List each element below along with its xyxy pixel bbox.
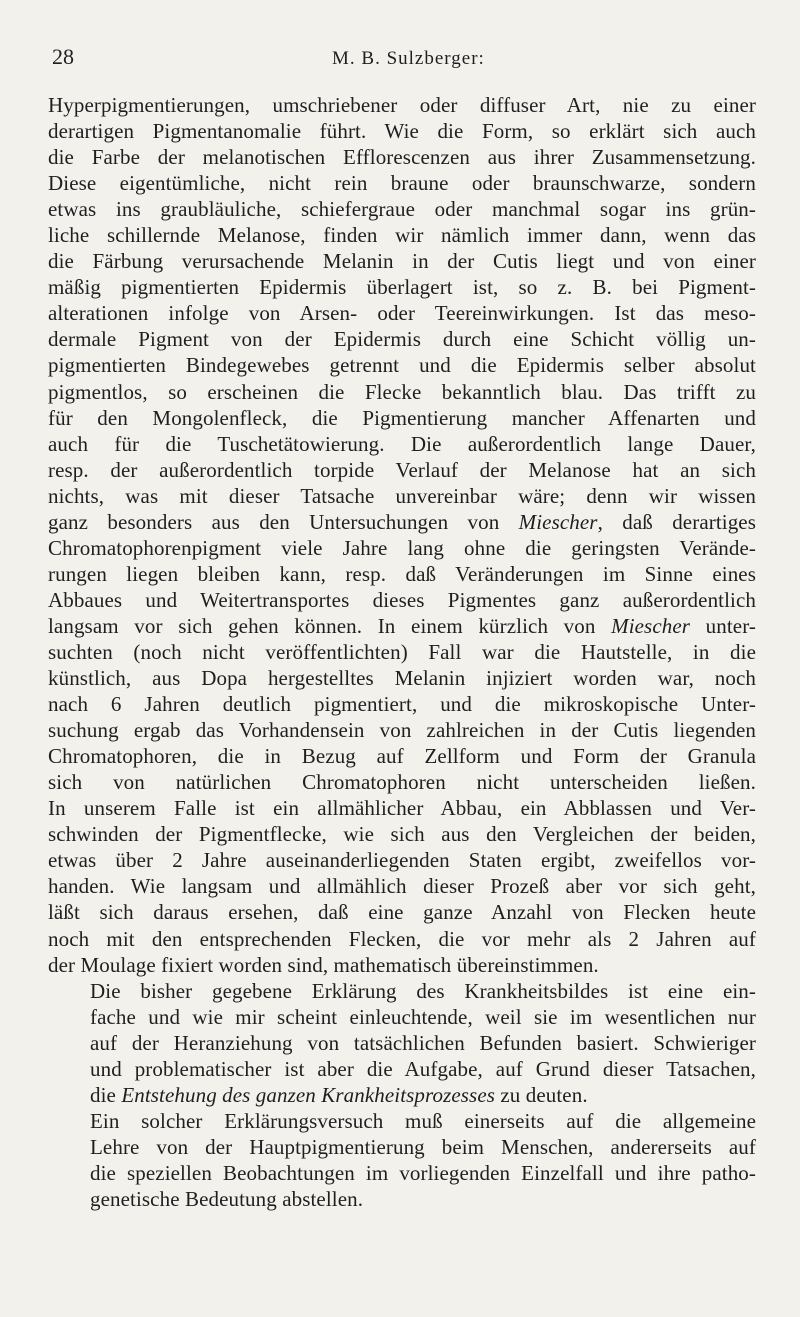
text-line — [48, 1108, 756, 1134]
text-segment: die — [90, 1082, 122, 1107]
text-line — [48, 483, 756, 509]
text-line — [48, 379, 756, 405]
text-segment: künstlich, aus Dopa hergestelltes Melanin injiziert worden war, noch — [48, 666, 756, 691]
text-segment: und problematischer ist aber die Aufgabe, auf Grund dieser Tatsachen, — [90, 1056, 756, 1081]
text-line — [48, 535, 756, 561]
paragraph — [48, 92, 756, 978]
text-line — [48, 873, 756, 899]
text-segment: alterationen infolge von Arsen- oder Teereinwirkungen. Ist das meso- — [48, 301, 756, 326]
text-segment: unter- — [690, 613, 756, 638]
text-line — [48, 300, 756, 326]
text-line — [48, 847, 756, 873]
text-segment: zu deuten. — [495, 1082, 588, 1107]
paragraph — [48, 978, 756, 1108]
text-line — [48, 196, 756, 222]
text-segment: rungen liegen bleiben kann, resp. daß Veränderungen im Sinne eines — [48, 561, 756, 586]
text-segment: derartigen Pigmentanomalie führt. Wie die Form, so erklärt sich auch — [48, 119, 756, 144]
text-segment: Ein solcher Erklärungsversuch muß einerseits auf die allgemeine — [90, 1108, 756, 1133]
text-segment: resp. der außerordentlich torpide Verlauf der Melanose hat an sich — [48, 457, 756, 482]
text-line — [48, 691, 756, 717]
text-segment: läßt sich daraus ersehen, daß eine ganze Anzahl von Flecken heute — [48, 900, 756, 925]
text-segment: langsam vor sich gehen können. In einem kürzlich von — [48, 613, 612, 638]
text-line — [48, 222, 756, 248]
text-line — [48, 405, 756, 431]
text-line — [48, 821, 756, 847]
text-line — [48, 1186, 756, 1212]
text-line — [48, 352, 756, 378]
text-segment: der Moulage fixiert worden sind, mathematisch übereinstimmen. — [48, 952, 599, 977]
text-line — [48, 144, 756, 170]
text-segment: für den Mongolenfleck, die Pigmentierung mancher Affenarten und — [48, 405, 756, 430]
text-segment: nach 6 Jahren deutlich pigmentiert, und die mikroskopische Unter- — [48, 692, 756, 717]
text-line — [48, 926, 756, 952]
text-line — [48, 795, 756, 821]
text-segment: auch für die Tuschetätowierung. Die außerordentlich lange Dauer, — [48, 431, 756, 456]
running-head: M. B. Sulzberger: — [332, 48, 485, 69]
text-line — [48, 248, 756, 274]
italic-text: Entstehung des ganzen Krankheitsprozesses — [121, 1082, 496, 1107]
text-line — [48, 274, 756, 300]
text-segment: suchung ergab das Vorhandensein von zahlreichen in der Cutis liegenden — [48, 718, 756, 743]
text-segment: genetische Bedeutung abstellen. — [90, 1186, 364, 1211]
italic-text: Miescher — [611, 613, 691, 638]
text-line — [48, 665, 756, 691]
text-segment: Lehre von der Hauptpigmentierung beim Menschen, andererseits auf — [90, 1134, 756, 1159]
text-segment: etwas ins graubläuliche, schiefergraue oder manchmal sogar ins grün- — [48, 197, 756, 222]
text-segment: die speziellen Beobachtungen im vorliegenden Einzelfall und ihre patho- — [90, 1160, 756, 1185]
text-line — [48, 1056, 756, 1082]
text-segment: Chromatophorenpigment viele Jahre lang ohne die geringsten Verände- — [48, 535, 756, 560]
text-line — [48, 170, 756, 196]
text-line — [48, 118, 756, 144]
body-text — [48, 92, 756, 1212]
text-line — [48, 743, 756, 769]
text-line — [48, 978, 756, 1004]
text-segment: schwinden der Pigmentflecke, wie sich aus den Vergleichen der beiden, — [48, 822, 756, 847]
text-line — [48, 431, 756, 457]
text-line — [48, 509, 756, 535]
text-line — [48, 1030, 756, 1056]
text-line — [48, 1134, 756, 1160]
text-line — [48, 639, 756, 665]
text-segment: Diese eigentümliche, nicht rein braune oder braunschwarze, sondern — [48, 171, 756, 196]
page-header — [52, 44, 754, 78]
text-line — [48, 1004, 756, 1030]
text-segment: Abbaues und Weitertransportes dieses Pigmentes ganz außerordentlich — [48, 587, 756, 612]
text-segment: dermale Pigment von der Epidermis durch eine Schicht völlig un- — [48, 327, 756, 352]
page-number: 28 — [52, 44, 74, 69]
text-line — [48, 587, 756, 613]
text-segment: , daß derartiges — [597, 509, 756, 534]
text-segment: Die bisher gegebene Erklärung des Krankheitsbildes ist eine ein- — [90, 978, 756, 1003]
text-line — [48, 717, 756, 743]
text-segment: suchten (noch nicht veröffentlichten) Fall war die Hautstelle, in die — [48, 639, 756, 664]
text-line — [48, 1160, 756, 1186]
text-line — [48, 561, 756, 587]
text-line — [48, 899, 756, 925]
text-segment: Hyperpigmentierungen, umschriebener oder diffuser Art, nie zu einer — [48, 93, 756, 117]
text-segment: fache und wie mir scheint einleuchtende, weil sie im wesentlichen nur — [90, 1004, 756, 1029]
text-segment: ganz besonders aus den Untersuchungen von — [48, 509, 519, 534]
text-line — [48, 1082, 756, 1108]
paragraph — [48, 1108, 756, 1212]
text-segment: etwas über 2 Jahre auseinanderliegenden Staten ergibt, zweifellos vor- — [48, 848, 756, 873]
text-segment: auf der Heranziehung von tatsächlichen Befunden basiert. Schwieriger — [90, 1030, 756, 1055]
text-segment: liche schillernde Melanose, finden wir nämlich immer dann, wenn das — [48, 223, 756, 248]
italic-text: Miescher — [518, 509, 598, 534]
text-line — [48, 326, 756, 352]
text-segment: nichts, was mit dieser Tatsache unvereinbar wäre; denn wir wissen — [48, 483, 756, 508]
text-segment: pigmentlos, so erscheinen die Flecke bekanntlich blau. Das trifft zu — [48, 379, 756, 404]
text-segment: die Farbe der melanotischen Efflorescenzen aus ihrer Zusammensetzung. — [48, 145, 756, 170]
text-segment: handen. Wie langsam und allmählich dieser Prozeß aber vor sich geht, — [48, 874, 756, 899]
text-segment: noch mit den entsprechenden Flecken, die vor mehr als 2 Jahren auf — [48, 926, 756, 951]
text-segment: mäßig pigmentierten Epidermis überlagert ist, so z. B. bei Pigment- — [48, 275, 756, 300]
text-segment: Chromatophoren, die in Bezug auf Zellform und Form der Granula — [48, 744, 756, 769]
text-line — [48, 92, 756, 118]
text-segment: In unserem Falle ist ein allmählicher Abbau, ein Abblassen und Ver- — [48, 796, 756, 821]
text-segment: pigmentierten Bindegewebes getrennt und die Epidermis selber absolut — [48, 353, 756, 378]
text-line — [48, 613, 756, 639]
text-segment: die Färbung verursachende Melanin in der Cutis liegt und von einer — [48, 249, 756, 274]
text-line — [48, 952, 756, 978]
text-line — [48, 769, 756, 795]
text-segment: sich von natürlichen Chromatophoren nicht unterscheiden ließen. — [48, 770, 756, 795]
text-line — [48, 457, 756, 483]
